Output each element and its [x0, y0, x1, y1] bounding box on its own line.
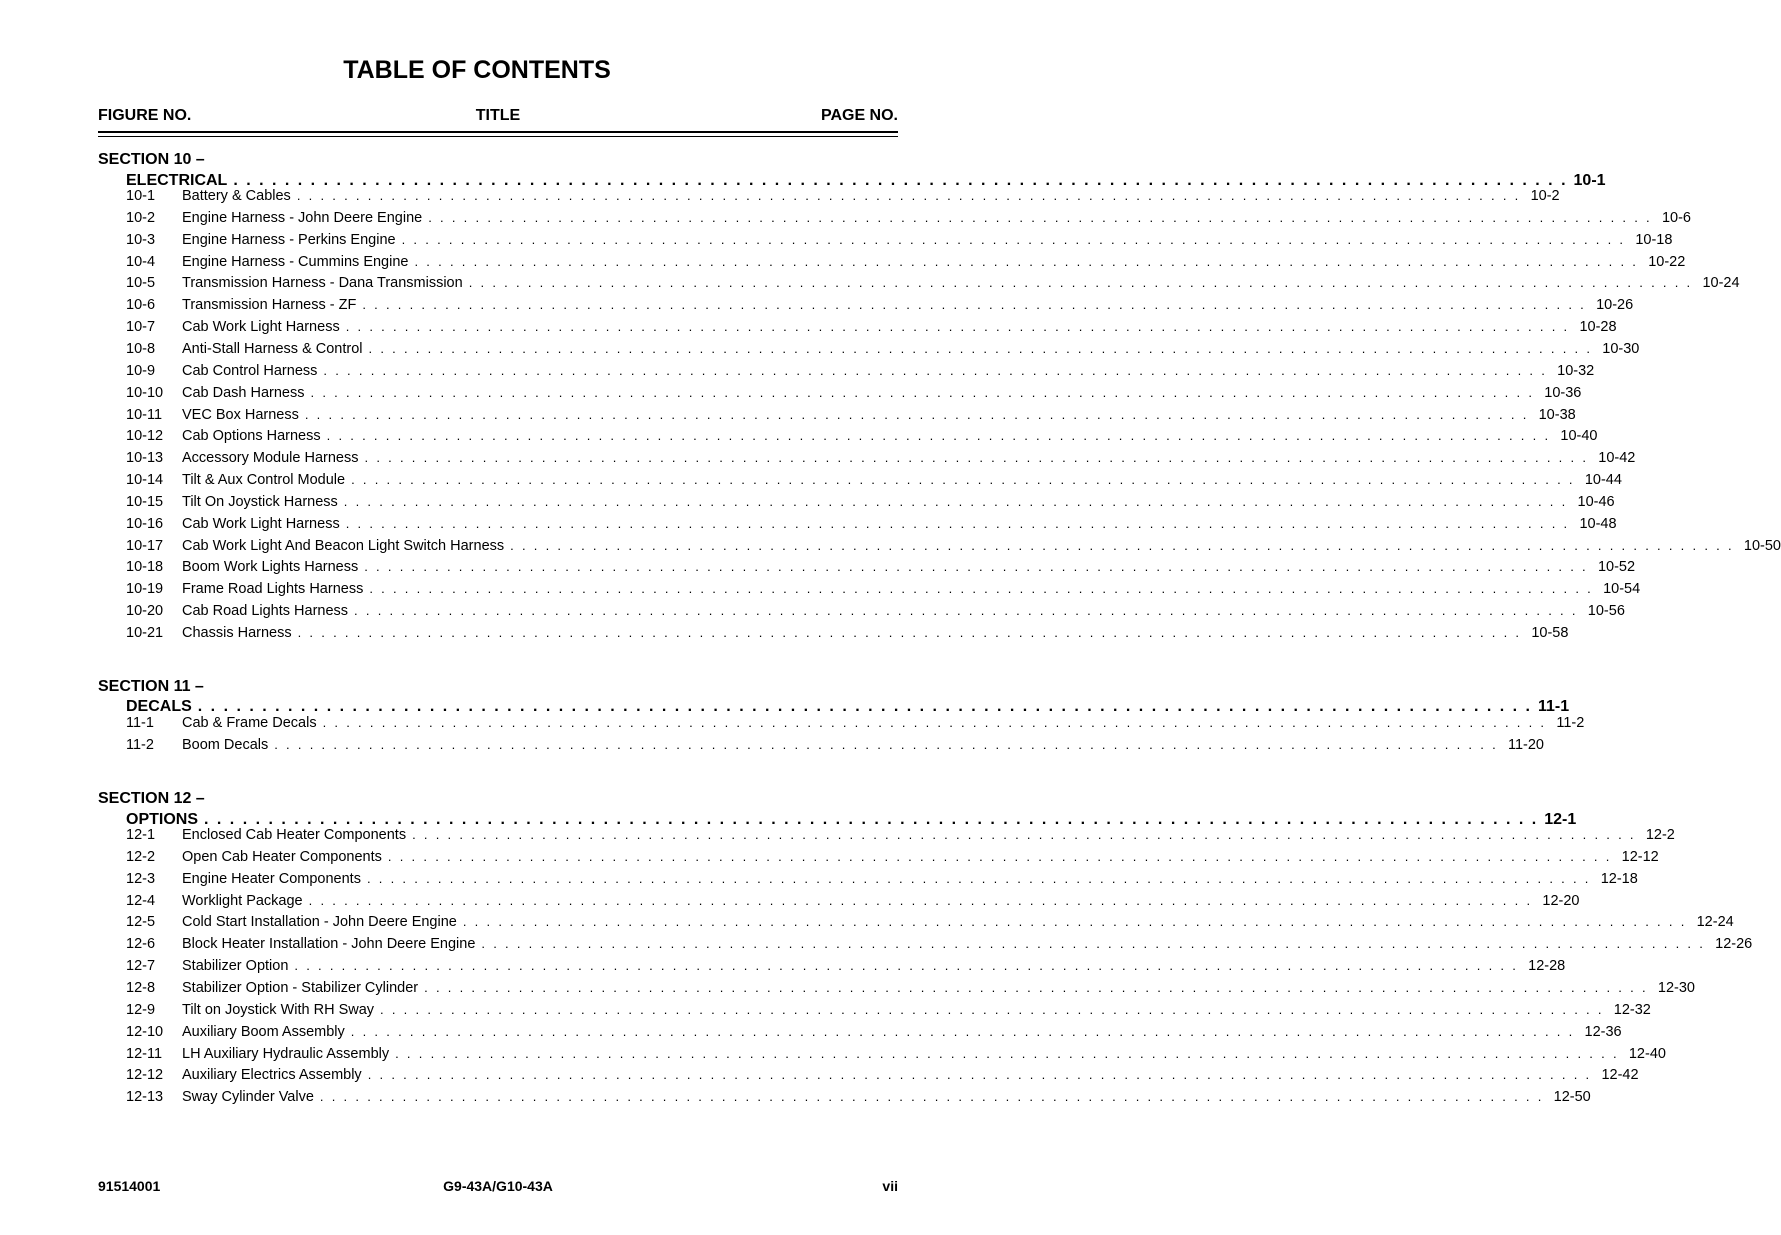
dot-leader: . . . . . . . . . . . . . . . . . . . . . . . . . . . . . . . . . . . . . . . . . . . . . . . . . . . . . . . . . . . . . . . . . . . . . . . . . . . . . . . . . . . . . . . . . . . . . . . . . . . . . . . . — [204, 811, 1539, 828]
entry-title: Cab Control Harness — [182, 362, 318, 379]
figure-number: 10-18 — [126, 559, 164, 576]
entry-page-number: 10-36 — [1544, 384, 1582, 401]
dot-leader: . . . . . . . . . . . . . . . . . . . . . . . . . . . . . . . . . . . . . . . . . . . . . . . . . . . . . . . . . . . . . . . . . . . . . . . . . . . . . . . . . . . . . . . . . . . . . . . . . . . . . . . . — [481, 936, 1706, 952]
entry-page-number: 12-30 — [1657, 979, 1695, 996]
dot-leader: . . . . . . . . . . . . . . . . . . . . . . . . . . . . . . . . . . . . . . . . . . . . . . . . . . . . . . . . . . . . . . . . . . . . . . . . . . . . . . . . . . . . . . . . . . . . . . . . . . . . . . . . — [366, 870, 1591, 886]
dot-leader: . . . . . . . . . . . . . . . . . . . . . . . . . . . . . . . . . . . . . . . . . . . . . . . . . . . . . . . . . . . . . . . . . . . . . . . . . . . . . . . . . . . . . . . . . . . . . . . . . . . . . . . . — [354, 603, 1578, 619]
dot-leader: . . . . . . . . . . . . . . . . . . . . . . . . . . . . . . . . . . . . . . . . . . . . . . . . . . . . . . . . . . . . . . . . . . . . . . . . . . . . . . . . . . . . . . . . . . . . . . . . . . . . . . . . — [401, 231, 1626, 247]
figure-number: 12-3 — [126, 870, 156, 887]
entry-page-number: 12-18 — [1600, 870, 1638, 887]
dot-leader: . . . . . . . . . . . . . . . . . . . . . . . . . . . . . . . . . . . . . . . . . . . . . . . . . . . . . . . . . . . . . . . . . . . . . . . . . . . . . . . . . . . . . . . . . . . . . . . . . . . . . . . . — [304, 406, 1529, 422]
entry-page-number: 10-56 — [1587, 603, 1625, 620]
toc-entry[interactable] — [126, 295, 1634, 315]
toc-entry[interactable] — [126, 713, 1585, 733]
entry-page-number: 12-20 — [1542, 892, 1580, 909]
entry-page-number: 10-32 — [1557, 362, 1595, 379]
entry-title: Tilt & Aux Control Module — [182, 472, 346, 489]
entry-title: Cab Road Lights Harness — [182, 603, 349, 620]
entry-page-number: 12-32 — [1613, 1001, 1651, 1018]
toc-entry[interactable] — [126, 448, 1636, 468]
dot-leader: . . . . . . . . . . . . . . . . . . . . . . . . . . . . . . . . . . . . . . . . . . . . . . . . . . . . . . . . . . . . . . . . . . . . . . . . . . . . . . . . . . . . . . . . . . . . . . . . . . . . . . . . — [296, 188, 1521, 203]
page-no-header: PAGE NO. — [820, 107, 898, 124]
entry-title: Stabilizer Option — [182, 958, 289, 975]
dot-leader: . . . . . . . . . . . . . . . . . . . . . . . . . . . . . . . . . . . . . . . . . . . . . . . . . . . . . . . . . . . . . . . . . . . . . . . . . . . . . . . . . . . . . . . . . . . . . . . . . . . . . . . . — [367, 1067, 1592, 1083]
entry-title-row — [182, 735, 1544, 755]
entry-title-row — [182, 557, 1636, 577]
entry-title: Transmission Harness - Dana Transmission — [182, 275, 463, 292]
entry-page-number: 10-38 — [1538, 406, 1576, 423]
section-page-number: 11-1 — [1537, 698, 1570, 715]
entry-page-number: 12-36 — [1584, 1023, 1622, 1040]
figure-number: 12-9 — [126, 1001, 156, 1018]
dot-leader: . . . . . . . . . . . . . . . . . . . . . . . . . . . . . . . . . . . . . . . . . . . . . . . . . . . . . . . . . . . . . . . . . . . . . . . . . . . . . . . . . . . . . . . . . . . . . . . . . . . . . . . . — [414, 253, 1639, 269]
entry-title-row — [182, 623, 1569, 643]
entry-title-row — [182, 1044, 1666, 1064]
figure-number: 12-6 — [126, 936, 156, 953]
entry-page-number: 12-12 — [1621, 848, 1659, 865]
footer-page-number: vii — [882, 1178, 898, 1194]
figure-number: 10-7 — [126, 319, 156, 336]
dot-leader: . . . . . . . . . . . . . . . . . . . . . . . . . . . . . . . . . . . . . . . . . . . . . . . . . . . . . . . . . . . . . . . . . . . . . . . . . . . . . . . . . . . . . . . . . . . . . . . . . . . . . . . . — [308, 892, 1533, 908]
entry-title-row — [182, 891, 1580, 911]
figure-number: 10-3 — [126, 231, 156, 248]
entry-page-number: 11-2 — [1556, 715, 1585, 731]
entry-page-number: 12-40 — [1628, 1045, 1666, 1062]
entry-page-number: 10-46 — [1577, 493, 1615, 510]
toc-entry[interactable] — [126, 869, 1638, 889]
title-header: TITLE — [475, 107, 521, 124]
entry-page-number: 12-50 — [1553, 1089, 1591, 1106]
entry-title-row — [182, 230, 1673, 250]
toc-entry[interactable] — [126, 405, 1576, 425]
toc-entry[interactable] — [126, 956, 1566, 976]
figure-number: 10-17 — [126, 537, 164, 554]
footer-document-number: 91514001 — [98, 1178, 161, 1194]
dot-leader: . . . . . . . . . . . . . . . . . . . . . . . . . . . . . . . . . . . . . . . . . . . . . . . . . . . . . . . . . . . . . . . . . . . . . . . . . . . . . . . . . . . . . . . . . . . . . . . . . . . . . . . . — [310, 384, 1535, 400]
figure-number: 10-6 — [126, 297, 156, 314]
toc-entry[interactable] — [126, 317, 1617, 337]
toc-entry[interactable] — [126, 230, 1673, 250]
figure-number: 12-10 — [126, 1023, 164, 1040]
toc-entry[interactable] — [126, 912, 1734, 932]
entry-title-row — [182, 1000, 1651, 1020]
toc-entry[interactable] — [126, 847, 1659, 867]
entry-title-row — [182, 1022, 1622, 1042]
entry-page-number: 10-42 — [1598, 450, 1636, 467]
header-rule-thin — [98, 136, 898, 137]
entry-title: Tilt on Joystick With RH Sway — [182, 1001, 375, 1018]
figure-number: 10-4 — [126, 253, 156, 270]
entry-title-row — [182, 1065, 1639, 1085]
entry-title-row — [182, 978, 1695, 998]
entry-page-number: 10-6 — [1661, 209, 1691, 226]
entry-page-number: 12-24 — [1696, 914, 1734, 931]
entry-title: Sway Cylinder Valve — [182, 1089, 314, 1106]
figure-no-header: FIGURE NO. — [98, 107, 192, 124]
toc-entry[interactable] — [126, 1044, 1666, 1064]
entry-title: Cab Work Light Harness — [182, 319, 340, 336]
entry-title: Auxiliary Electrics Assembly — [182, 1067, 362, 1084]
toc-entry[interactable] — [126, 492, 1615, 512]
toc-entry[interactable] — [126, 514, 1617, 534]
dot-leader: . . . . . . . . . . . . . . . . . . . . . . . . . . . . . . . . . . . . . . . . . . . . . . . . . . . . . . . . . . . . . . . . . . . . . . . . . . . . . . . . . . . . . . . . . . . . . . . . . . . . . . . . — [345, 319, 1570, 335]
dot-leader: . . . . . . . . . . . . . . . . . . . . . . . . . . . . . . . . . . . . . . . . . . . . . . . . . . . . . . . . . . . . . . . . . . . . . . . . . . . . . . . . . . . . . . . . . . . . . . . . . . . . . . . . — [297, 625, 1522, 640]
entry-title: LH Auxiliary Hydraulic Assembly — [182, 1045, 390, 1062]
entry-page-number: 10-24 — [1702, 275, 1740, 292]
toc-entry[interactable] — [126, 934, 1753, 954]
entry-page-number: 11-20 — [1507, 736, 1544, 753]
dot-leader: . . . . . . . . . . . . . . . . . . . . . . . . . . . . . . . . . . . . . . . . . . . . . . . . . . . . . . . . . . . . . . . . . . . . . . . . . . . . . . . . . . . . . . . . . . . . . . . . . . . . . . . . — [364, 559, 1588, 575]
entry-title-row — [182, 492, 1615, 512]
entry-title: Cold Start Installation - John Deere Engine — [182, 914, 457, 931]
section-heading: SECTION 10 – — [98, 151, 205, 168]
section-page-number: 10-1 — [1573, 172, 1606, 189]
entry-title-row — [182, 383, 1582, 403]
figure-number: 12-13 — [126, 1089, 164, 1106]
entry-title-row — [182, 361, 1595, 381]
dot-leader: . . . . . . . . . . . . . . . . . . . . . . . . . . . . . . . . . . . . . . . . . . . . . . . . . . . . . . . . . . . . . . . . . . . . . . . . . . . . . . . . . . . . . . . . . . . . . . . . . . . . . . . . — [343, 493, 1568, 509]
section-heading: SECTION 12 – — [98, 790, 205, 807]
entry-title-row — [182, 426, 1598, 446]
figure-number: 10-10 — [126, 384, 164, 401]
entry-title-row — [182, 601, 1625, 621]
figure-number: 12-12 — [126, 1067, 164, 1084]
section-name: ELECTRICAL — [126, 172, 228, 189]
entry-page-number: 12-42 — [1601, 1067, 1639, 1084]
figure-number: 11-1 — [126, 715, 154, 731]
entry-page-number: 10-22 — [1648, 253, 1686, 270]
entry-page-number: 12-28 — [1528, 958, 1566, 975]
toc-entry[interactable] — [126, 557, 1636, 577]
entry-title-row — [182, 208, 1691, 228]
entry-title-row — [182, 912, 1734, 932]
dot-leader: . . . . . . . . . . . . . . . . . . . . . . . . . . . . . . . . . . . . . . . . . . . . . . . . . . . . . . . . . . . . . . . . . . . . . . . . . . . . . . . . . . . . . . . . . . . . . . . . . . . . . . . . — [510, 537, 1734, 553]
entry-page-number: 10-52 — [1597, 559, 1636, 576]
entry-title-row — [182, 579, 1641, 599]
entry-page-number: 10-26 — [1596, 297, 1634, 314]
entry-page-number: 10-48 — [1579, 515, 1617, 532]
figure-number: 10-11 — [126, 406, 163, 423]
entry-title: Cab Options Harness — [182, 428, 321, 445]
figure-number: 10-2 — [126, 209, 156, 226]
dot-leader: . . . . . . . . . . . . . . . . . . . . . . . . . . . . . . . . . . . . . . . . . . . . . . . . . . . . . . . . . . . . . . . . . . . . . . . . . . . . . . . . . . . . . . . . . . . . . . . . . . . . . . . . — [412, 827, 1636, 842]
footer-model: G9-43A/G10-43A — [443, 1178, 553, 1194]
entry-title: Engine Harness - Cummins Engine — [182, 253, 409, 270]
dot-leader: . . . . . . . . . . . . . . . . . . . . . . . . . . . . . . . . . . . . . . . . . . . . . . . . . . . . . . . . . . . . . . . . . . . . . . . . . . . . . . . . . . . . . . . . . . . . . . . . . . . . . . . . — [462, 914, 1687, 930]
entry-title: Engine Heater Components — [182, 870, 361, 887]
dot-leader: . . . . . . . . . . . . . . . . . . . . . . . . . . . . . . . . . . . . . . . . . . . . . . . . . . . . . . . . . . . . . . . . . . . . . . . . . . . . . . . . . . . . . . . . . . . . . . . . . . . . . . . . — [319, 1089, 1544, 1105]
entry-title-row — [182, 317, 1617, 337]
entry-title: VEC Box Harness — [182, 406, 299, 423]
figure-number: 12-7 — [126, 958, 156, 975]
toc-entry[interactable] — [126, 1087, 1591, 1107]
dot-leader: . . . . . . . . . . . . . . . . . . . . . . . . . . . . . . . . . . . . . . . . . . . . . . . . . . . . . . . . . . . . . . . . . . . . . . . . . . . . . . . . . . . . . . . . . . . . . . . . . . . . . . . . — [424, 979, 1648, 995]
dot-leader: . . . . . . . . . . . . . . . . . . . . . . . . . . . . . . . . . . . . . . . . . . . . . . . . . . . . . . . . . . . . . . . . . . . . . . . . . . . . . . . . . . . . . . . . . . . . . . . . . . . . . . . . — [197, 698, 1532, 715]
toc-entry[interactable] — [126, 1065, 1639, 1085]
figure-number: 10-9 — [126, 362, 156, 379]
toc-entry[interactable] — [126, 339, 1640, 359]
figure-number: 12-2 — [126, 848, 156, 865]
dot-leader: . . . . . . . . . . . . . . . . . . . . . . . . . . . . . . . . . . . . . . . . . . . . . . . . . . . . . . . . . . . . . . . . . . . . . . . . . . . . . . . . . . . . . . . . . . . . . . . . . . . . . . . . — [468, 275, 1693, 291]
entry-title: Anti-Stall Harness & Control — [182, 340, 363, 357]
entry-title-row — [182, 295, 1634, 315]
dot-leader: . . . . . . . . . . . . . . . . . . . . . . . . . . . . . . . . . . . . . . . . . . . . . . . . . . . . . . . . . . . . . . . . . . . . . . . . . . . . . . . . . . . . . . . . . . . . . . . . . . . . . . . . — [274, 736, 1498, 752]
toc-entry[interactable] — [126, 361, 1595, 381]
dot-leader: . . . . . . . . . . . . . . . . . . . . . . . . . . . . . . . . . . . . . . . . . . . . . . . . . . . . . . . . . . . . . . . . . . . . . . . . . . . . . . . . . . . . . . . . . . . . . . . . . . . . . . . . — [233, 172, 1568, 189]
dot-leader: . . . . . . . . . . . . . . . . . . . . . . . . . . . . . . . . . . . . . . . . . . . . . . . . . . . . . . . . . . . . . . . . . . . . . . . . . . . . . . . . . . . . . . . . . . . . . . . . . . . . . . . . — [323, 362, 1548, 378]
toc-entry[interactable] — [126, 186, 1560, 206]
figure-number: 12-8 — [126, 979, 156, 996]
entry-title-row — [182, 825, 1675, 845]
toc-entry[interactable] — [126, 536, 1781, 556]
figure-number: 12-1 — [126, 827, 156, 843]
entry-title-row — [182, 186, 1560, 206]
entry-title: Block Heater Installation - John Deere Engine — [182, 936, 476, 953]
toc-entry[interactable] — [126, 825, 1675, 845]
section-page-number: 12-1 — [1544, 811, 1577, 828]
entry-title-row — [182, 847, 1659, 867]
dot-leader: . . . . . . . . . . . . . . . . . . . . . . . . . . . . . . . . . . . . . . . . . . . . . . . . . . . . . . . . . . . . . . . . . . . . . . . . . . . . . . . . . . . . . . . . . . . . . . . . . . . . . . . . — [351, 472, 1575, 488]
dot-leader: . . . . . . . . . . . . . . . . . . . . . . . . . . . . . . . . . . . . . . . . . . . . . . . . . . . . . . . . . . . . . . . . . . . . . . . . . . . . . . . . . . . . . . . . . . . . . . . . . . . . . . . . — [387, 848, 1612, 864]
figure-number: 10-12 — [126, 428, 164, 445]
entry-title-row — [182, 273, 1740, 293]
toc-entry[interactable] — [126, 579, 1641, 599]
toc-entry[interactable] — [126, 978, 1695, 998]
entry-title-row — [182, 339, 1640, 359]
figure-number: 10-5 — [126, 275, 156, 292]
entry-title: Cab Work Light And Beacon Light Switch Harness — [182, 537, 505, 554]
entry-title-row — [182, 470, 1622, 490]
entry-title: Boom Decals — [182, 736, 269, 753]
entry-page-number: 10-28 — [1579, 319, 1617, 336]
entry-title-row — [182, 536, 1781, 556]
dot-leader: . . . . . . . . . . . . . . . . . . . . . . . . . . . . . . . . . . . . . . . . . . . . . . . . . . . . . . . . . . . . . . . . . . . . . . . . . . . . . . . . . . . . . . . . . . . . . . . . . . . . . . . . — [369, 581, 1594, 597]
figure-number: 10-8 — [126, 340, 156, 357]
toc-entry[interactable] — [126, 273, 1740, 293]
dot-leader: . . . . . . . . . . . . . . . . . . . . . . . . . . . . . . . . . . . . . . . . . . . . . . . . . . . . . . . . . . . . . . . . . . . . . . . . . . . . . . . . . . . . . . . . . . . . . . . . . . . . . . . . — [345, 515, 1570, 531]
section-heading: SECTION 11 – — [98, 678, 204, 695]
entry-page-number: 12-26 — [1715, 936, 1753, 953]
entry-page-number: 10-50 — [1743, 537, 1781, 554]
toc-entry[interactable] — [126, 891, 1580, 911]
figure-number: 11-2 — [126, 736, 154, 753]
figure-number: 12-11 — [126, 1045, 163, 1062]
entry-title-row — [182, 448, 1636, 468]
figure-number: 10-19 — [126, 581, 164, 598]
page-title: TABLE OF CONTENTS — [343, 56, 611, 84]
toc-entry[interactable] — [126, 623, 1569, 643]
dot-leader: . . . . . . . . . . . . . . . . . . . . . . . . . . . . . . . . . . . . . . . . . . . . . . . . . . . . . . . . . . . . . . . . . . . . . . . . . . . . . . . . . . . . . . . . . . . . . . . . . . . . . . . . — [364, 450, 1589, 466]
entry-title-row — [182, 934, 1753, 954]
entry-title: Cab Work Light Harness — [182, 515, 340, 532]
entry-title-row — [182, 514, 1617, 534]
entry-title: Open Cab Heater Components — [182, 848, 382, 865]
entry-page-number: 10-44 — [1584, 472, 1622, 489]
toc-entry[interactable] — [126, 208, 1691, 228]
entry-title: Chassis Harness — [182, 625, 292, 641]
entry-title: Engine Harness - Perkins Engine — [182, 231, 396, 248]
entry-page-number: 10-58 — [1531, 625, 1569, 641]
toc-entry[interactable] — [126, 1022, 1622, 1042]
entry-page-number: 10-54 — [1603, 581, 1641, 598]
dot-leader: . . . . . . . . . . . . . . . . . . . . . . . . . . . . . . . . . . . . . . . . . . . . . . . . . . . . . . . . . . . . . . . . . . . . . . . . . . . . . . . . . . . . . . . . . . . . . . . . . . . . . . . . — [428, 209, 1652, 225]
dot-leader: . . . . . . . . . . . . . . . . . . . . . . . . . . . . . . . . . . . . . . . . . . . . . . . . . . . . . . . . . . . . . . . . . . . . . . . . . . . . . . . . . . . . . . . . . . . . . . . . . . . . . . . . — [326, 428, 1551, 444]
dot-leader: . . . . . . . . . . . . . . . . . . . . . . . . . . . . . . . . . . . . . . . . . . . . . . . . . . . . . . . . . . . . . . . . . . . . . . . . . . . . . . . . . . . . . . . . . . . . . . . . . . . . . . . . — [294, 958, 1519, 974]
figure-number: 10-14 — [126, 472, 164, 489]
dot-leader: . . . . . . . . . . . . . . . . . . . . . . . . . . . . . . . . . . . . . . . . . . . . . . . . . . . . . . . . . . . . . . . . . . . . . . . . . . . . . . . . . . . . . . . . . . . . . . . . . . . . . . . . — [322, 715, 1547, 730]
entry-title: Accessory Module Harness — [182, 450, 359, 467]
toc-entry[interactable] — [126, 470, 1622, 490]
section-name: OPTIONS — [126, 811, 199, 828]
entry-title-row — [182, 405, 1576, 425]
entry-title: Engine Harness - John Deere Engine — [182, 209, 423, 226]
figure-number: 10-16 — [126, 515, 164, 532]
entry-title: Enclosed Cab Heater Components — [182, 827, 407, 843]
entry-title: Battery & Cables — [182, 188, 291, 204]
entry-title-row — [182, 869, 1638, 889]
entry-title: Frame Road Lights Harness — [182, 581, 364, 598]
entry-page-number: 10-40 — [1560, 428, 1598, 445]
toc-entry[interactable] — [126, 383, 1582, 403]
entry-title: Stabilizer Option - Stabilizer Cylinder — [182, 979, 419, 996]
entry-title: Cab & Frame Decals — [182, 715, 317, 731]
header-rule-thick — [98, 131, 898, 133]
dot-leader: . . . . . . . . . . . . . . . . . . . . . . . . . . . . . . . . . . . . . . . . . . . . . . . . . . . . . . . . . . . . . . . . . . . . . . . . . . . . . . . . . . . . . . . . . . . . . . . . . . . . . . . . — [380, 1001, 1604, 1017]
figure-number: 12-5 — [126, 914, 156, 931]
entry-title: Transmission Harness - ZF — [182, 297, 357, 314]
entry-page-number: 10-30 — [1602, 340, 1640, 357]
toc-entry[interactable] — [126, 735, 1544, 755]
dot-leader: . . . . . . . . . . . . . . . . . . . . . . . . . . . . . . . . . . . . . . . . . . . . . . . . . . . . . . . . . . . . . . . . . . . . . . . . . . . . . . . . . . . . . . . . . . . . . . . . . . . . . . . . — [395, 1045, 1619, 1061]
entry-title: Worklight Package — [182, 892, 303, 909]
figure-number: 10-13 — [126, 450, 164, 467]
toc-entry[interactable] — [126, 426, 1598, 446]
entry-page-number: 10-2 — [1530, 188, 1560, 204]
dot-leader: . . . . . . . . . . . . . . . . . . . . . . . . . . . . . . . . . . . . . . . . . . . . . . . . . . . . . . . . . . . . . . . . . . . . . . . . . . . . . . . . . . . . . . . . . . . . . . . . . . . . . . . . — [368, 340, 1593, 356]
entry-title-row — [182, 1087, 1591, 1107]
dot-leader: . . . . . . . . . . . . . . . . . . . . . . . . . . . . . . . . . . . . . . . . . . . . . . . . . . . . . . . . . . . . . . . . . . . . . . . . . . . . . . . . . . . . . . . . . . . . . . . . . . . . . . . . — [350, 1023, 1575, 1039]
toc-entry[interactable] — [126, 1000, 1651, 1020]
figure-number: 10-21 — [126, 625, 164, 641]
figure-number: 10-20 — [126, 603, 164, 620]
entry-title-row — [182, 252, 1686, 272]
entry-title: Auxiliary Boom Assembly — [182, 1023, 345, 1040]
toc-entry[interactable] — [126, 252, 1686, 272]
figure-number: 12-4 — [126, 892, 156, 909]
entry-page-number: 10-18 — [1635, 231, 1673, 248]
entry-page-number: 12-2 — [1645, 827, 1675, 843]
entry-title: Tilt On Joystick Harness — [182, 493, 338, 510]
section-name: DECALS — [126, 698, 192, 715]
figure-number: 10-1 — [126, 188, 156, 204]
entry-title-row — [182, 713, 1585, 733]
entry-title: Cab Dash Harness — [182, 384, 305, 401]
figure-number: 10-15 — [126, 493, 164, 510]
dot-leader: . . . . . . . . . . . . . . . . . . . . . . . . . . . . . . . . . . . . . . . . . . . . . . . . . . . . . . . . . . . . . . . . . . . . . . . . . . . . . . . . . . . . . . . . . . . . . . . . . . . . . . . . — [362, 297, 1587, 313]
entry-title-row — [182, 956, 1566, 976]
entry-title: Boom Work Lights Harness — [182, 559, 359, 576]
toc-entry[interactable] — [126, 601, 1625, 621]
